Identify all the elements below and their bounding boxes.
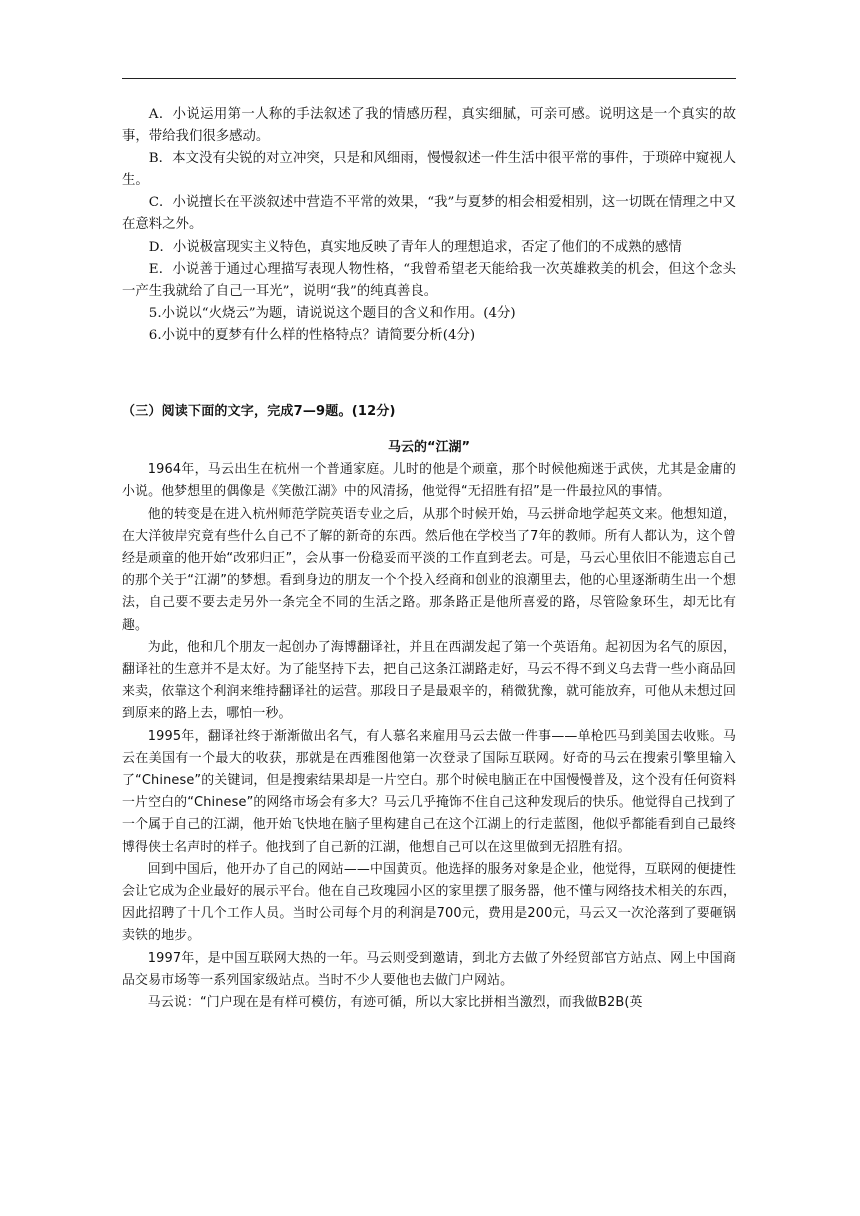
passage-paragraph: 他的转变是在进入杭州师范学院英语专业之后，从那个时候开始，马云拼命地学起英文来。他想知道，在大洋彼岸究竟有些什么自己不了解的新奇的东西。然后他在学校当了7年的教师。所有人都认为，这个曾经是顽童的他开始“改邪归正”，会从事一份稳妥而平淡的工作直到老去。可是，马云心里依旧不能遗忘自己的那个关于“江湖”的梦想。看到身边的朋友一个个投入经商和创业的浪潮里去，他的心里逐渐萌生出一个想法，自己要不要去走另外一条完全不同的生活之路。那条路正是他所喜爱的路，尽管险象环生，却无比有趣。 <box>122 506 736 633</box>
passage-paragraph: 1964年，马云出生在杭州一个普通家庭。儿时的他是个顽童，那个时候他痴迷于武侠，尤其是金庸的小说。他梦想里的偶像是《笑傲江湖》中的风清扬，他觉得“无招胜有招”是一件最拉风的事情。 <box>122 462 736 500</box>
passage-paragraph: 1995年，翻译社终于渐渐做出名气，有人慕名来雇用马云去做一件事——单枪匹马到美国去收账。马云在美国有一个最大的收获，那就是在西雅图他第一次登录了国际互联网。好奇的马云在搜索引擎里输入了“Chinese”的关键词，但是搜索结果却是一片空白。那个时候电脑正在中国慢慢普及，这个没有任何资料一片空白的“Chinese”的网络市场会有多大？马云几乎掩饰不住自己这种发现后的快乐。他觉得自己找到了一个属于自己的江湖，他开始飞快地在脑子里构建自己在这个江湖上的行走蓝图，他似乎都能看到自己最终博得侠士名声时的样子。他找到了自己新的江湖，他想自己可以在这里做到无招胜有招。 <box>122 728 736 855</box>
option-b: B．本文没有尖锐的对立冲突，只是和风细雨，慢慢叙述一件生活中很平常的事件，于琐碎中窥视人生。 <box>122 151 736 189</box>
document-content <box>122 104 736 1014</box>
section-heading: （三）阅读下面的文字，完成7—9题。(12分) <box>122 404 396 420</box>
passage-paragraph: 回到中国后，他开办了自己的网站——中国黄页。他选择的服务对象是企业，他觉得，互联网的便捷性会让它成为企业最好的展示平台。他在自己玫瑰园小区的家里摆了服务器，他不懂与网络技术相关的东西，因此招聘了十几个工作人员。当时公司每个月的利润是700元，费用是200元，马云又一次沦落到了要砸锅卖铁的地步。 <box>122 861 736 944</box>
question-5: 5.小说以“火烧云”为题，请说说这个题目的含义和作用。(4分) <box>148 305 516 321</box>
option-c: C．小说擅长在平淡叙述中营造不平常的效果，“我”与夏梦的相会相爱相别，这一切既在情理之中又在意料之外。 <box>122 195 736 233</box>
option-d: D．小说极富现实主义特色，真实地反映了青年人的理想追求，否定了他们的不成熟的感情 <box>148 239 682 255</box>
option-a: A．小说运用第一人称的手法叙述了我的情感历程，真实细腻，可亲可感。说明这是一个真实的故事，带给我们很多感动。 <box>122 107 736 145</box>
passage-paragraph: 马云说：“门户现在是有样可模仿，有迹可循，所以大家比拼相当激烈，而我做B2B(英 <box>147 995 643 1011</box>
passage-paragraph: 1997年，是中国互联网大热的一年。马云则受到邀请，到北方去做了外经贸部官方站点、网上中国商品交易市场等一系列国家级站点。当时不少人要他也去做门户网站。 <box>122 950 736 988</box>
passage-paragraph: 为此，他和几个朋友一起创办了海博翻译社，并且在西湖发起了第一个英语角。起初因为名气的原因，翻译社的生意并不是太好。为了能坚持下去，把自己这条江湖路走好，马云不得不到义乌去背一些小商品回来卖，依靠这个利润来维持翻译社的运营。那段日子是最艰辛的，稍微犹豫，就可能放弃，可他从未想过回到原来的路上去，哪怕一秒。 <box>122 639 736 722</box>
article-title: 马云的“江湖” <box>387 440 471 456</box>
header-rule <box>122 78 736 79</box>
option-e: E．小说善于通过心理描写表现人物性格，“我曾希望老天能给我一次英雄救美的机会，但这个念头一产生我就给了自己一耳光”，说明“我”的纯真善良。 <box>122 261 736 299</box>
question-6: 6.小说中的夏梦有什么样的性格特点？请简要分析(4分) <box>148 327 476 343</box>
article-passage <box>122 459 736 1014</box>
